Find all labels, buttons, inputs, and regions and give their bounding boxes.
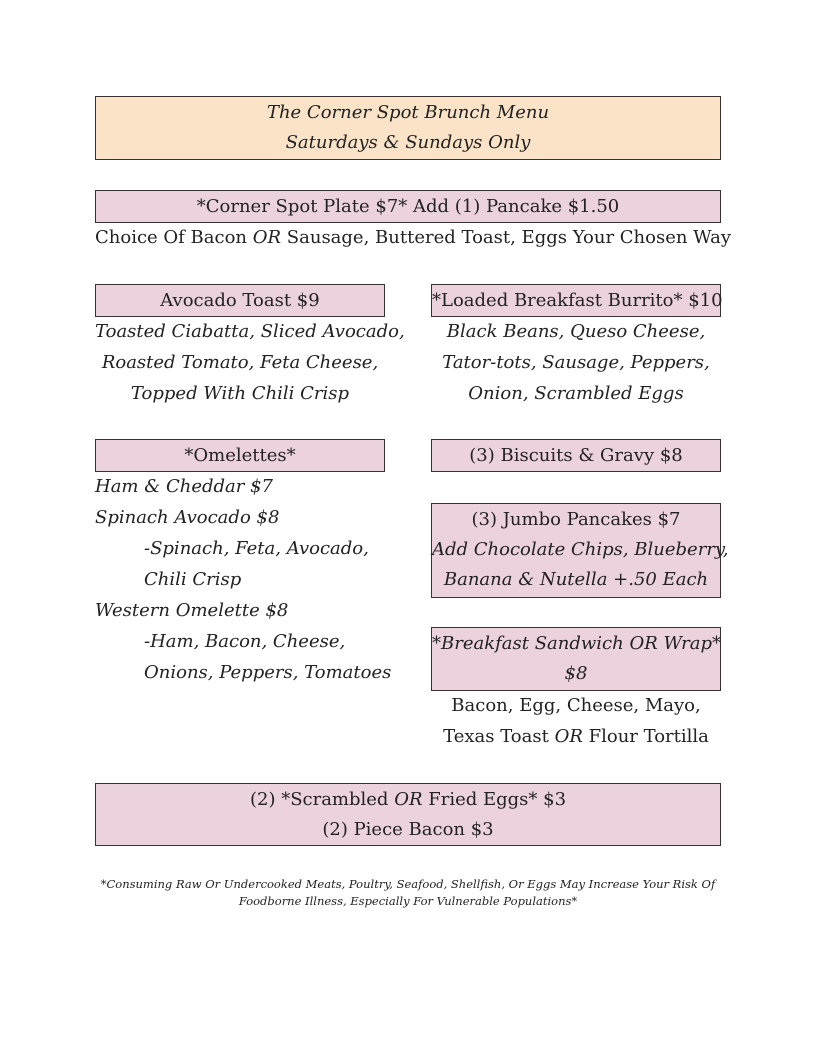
omelette-detail: Chili Crisp [144,569,242,590]
burrito-heading: *Loaded Breakfast Burrito* $10 [432,290,723,311]
disclaimer-line: Foodborne Illness, Especially For Vulnerable Populations* [238,894,578,908]
sandwich-desc-line [431,721,721,752]
sides-or: OR [394,789,423,810]
avocado-desc-line: Toasted Ciabatta, Sliced Avocado, [95,321,405,342]
omelette-item: Ham & Cheddar $7 [95,476,273,497]
burrito-heading-box [431,284,721,317]
plate-description [95,222,732,253]
biscuits-heading-box [431,439,721,472]
omelette-detail: -Spinach, Feta, Avocado, [144,538,369,559]
burrito-desc-line: Black Beans, Queso Cheese, [446,321,706,342]
burrito-desc-line: Onion, Scrambled Eggs [468,383,684,404]
menu-title: The Corner Spot Brunch Menu [266,102,550,123]
pancakes-desc-line: Add Chocolate Chips, Blueberry, [432,539,729,560]
burrito-description [431,316,721,409]
avocado-heading-box [95,284,385,317]
disclaimer-line: *Consuming Raw Or Undercooked Meats, Poultry, Seafood, Shellfish, Or Eggs May Increase Your Risk Of [100,877,716,891]
sandwich-heading: *Breakfast Sandwich OR Wrap* [432,633,722,654]
menu-header [95,96,721,160]
omelettes-heading-box [95,439,385,472]
allergy-disclaimer [96,876,720,910]
plate-desc-part1: Choice Of Bacon [95,227,253,248]
omelettes-list [95,471,391,688]
sandwich-desc-part2: Flour Tortilla [582,726,709,747]
sandwich-desc-or: OR [554,726,583,747]
omelette-item: Spinach Avocado $8 [95,507,280,528]
sides-part2: Fried Eggs* $3 [422,789,567,810]
sides-line: (2) Piece Bacon $3 [322,819,494,840]
plate-heading: *Corner Spot Plate $7* Add (1) Pancake $1.50 [196,196,620,217]
sandwich-desc-line: Bacon, Egg, Cheese, Mayo, [451,695,701,716]
sandwich-desc-part1: Texas Toast [443,726,555,747]
menu-subtitle: Saturdays & Sundays Only [285,132,531,153]
sandwich-description [431,690,721,752]
avocado-desc-line: Roasted Tomato, Feta Cheese, [101,352,379,373]
plate-desc-part2: Sausage, Buttered Toast, Eggs Your Chosen Way [281,227,732,248]
burrito-desc-line: Tator-tots, Sausage, Peppers, [442,352,710,373]
sandwich-price: $8 [564,663,588,684]
omelette-detail: Onions, Peppers, Tomatoes [144,662,392,683]
biscuits-heading: (3) Biscuits & Gravy $8 [469,445,683,466]
plate-desc-or: OR [252,227,282,248]
omelettes-heading: *Omelettes* [184,445,296,466]
avocado-description [95,316,405,409]
omelette-item: Western Omelette $8 [95,600,289,621]
omelette-detail: -Ham, Bacon, Cheese, [144,631,346,652]
sides-box [95,783,721,846]
pancakes-desc-line: Banana & Nutella +.50 Each [443,569,709,590]
avocado-heading: Avocado Toast $9 [160,290,320,311]
avocado-desc-line: Topped With Chili Crisp [130,383,350,404]
sides-line [96,785,720,815]
plate-heading-box [95,190,721,223]
pancakes-heading: (3) Jumbo Pancakes $7 [471,509,681,530]
sides-part1: (2) *Scrambled [249,789,395,810]
pancakes-box [431,503,729,598]
sandwich-heading-box [431,627,721,691]
